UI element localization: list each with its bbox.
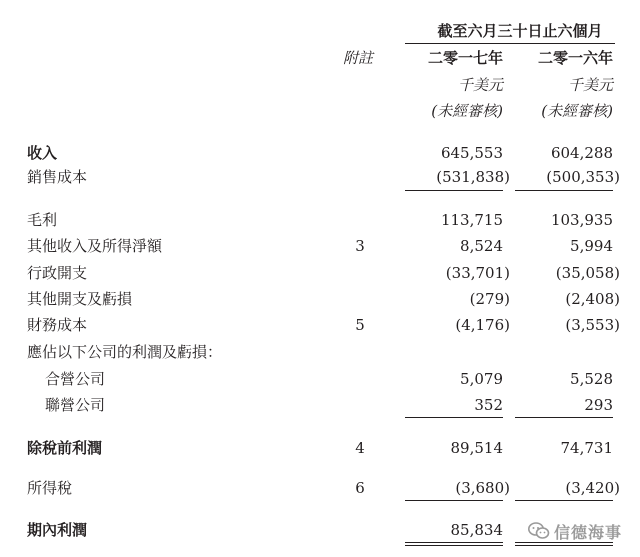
- row-label-revenue: 收入: [27, 144, 58, 162]
- value-2017-joint-ventures: 5,079: [460, 370, 503, 388]
- watermark: [528, 516, 632, 546]
- value-2017-gross-profit: 113,715: [440, 211, 503, 229]
- row-label-profit-for-period: 期內利潤: [27, 521, 88, 539]
- value-2016-gross-profit: 103,935: [550, 211, 613, 229]
- subtotal-rule-2017: [405, 190, 503, 191]
- value-2017-cost-of-sales: (531,838): [436, 168, 510, 186]
- audit-2017: (未經審核): [431, 102, 503, 120]
- value-2017-profit-before-tax: 89,514: [450, 439, 503, 457]
- row-label-joint-ventures: 合營公司: [45, 370, 106, 388]
- double-rule-2017-bottom: [405, 545, 503, 546]
- period-heading: 截至六月三十日止六個月: [437, 22, 603, 40]
- value-2016-admin-expenses: (35,058): [555, 264, 620, 282]
- watermark-text: 信德海事: [554, 522, 623, 542]
- row-label-other-expenses: 其他開支及虧損: [27, 290, 133, 308]
- value-2016-joint-ventures: 5,528: [570, 370, 613, 388]
- year-2017-heading: 二零一七年: [427, 49, 503, 67]
- year-2016-heading: 二零一六年: [537, 49, 613, 67]
- row-label-cost-of-sales: 銷售成本: [27, 168, 88, 186]
- value-2017-finance-costs: (4,176): [455, 316, 510, 334]
- row-label-admin-expenses: 行政開支: [27, 264, 88, 282]
- subtotal-rule-2016: [515, 500, 613, 501]
- subtotal-rule-2016: [515, 190, 613, 191]
- value-2017-other-income: 8,524: [460, 237, 503, 255]
- double-rule-2017-top: [405, 542, 503, 543]
- subtotal-rule-2017: [405, 500, 503, 501]
- value-2016-profit-before-tax: 74,731: [560, 439, 613, 457]
- value-2017-revenue: 645,553: [440, 144, 503, 162]
- audit-2016: (未經審核): [541, 102, 613, 120]
- note-other-income: 3: [355, 237, 365, 255]
- value-2016-associates: 293: [584, 396, 613, 414]
- subtotal-rule-2017: [405, 417, 503, 418]
- value-2016-cost-of-sales: (500,353): [546, 168, 620, 186]
- row-label-share-of-profits: 應佔以下公司的利潤及虧損：: [27, 343, 223, 361]
- unit-2017: 千美元: [457, 76, 503, 94]
- value-2016-other-income: 5,994: [570, 237, 613, 255]
- value-2016-income-tax: (3,420): [565, 479, 620, 497]
- row-label-income-tax: 所得稅: [27, 479, 73, 497]
- value-2016-revenue: 604,288: [550, 144, 613, 162]
- note-income-tax: 6: [355, 479, 365, 497]
- value-2016-other-expenses: (2,408): [565, 290, 620, 308]
- value-2016-finance-costs: (3,553): [565, 316, 620, 334]
- value-2017-other-expenses: (279): [469, 290, 510, 308]
- wechat-icon: [528, 522, 550, 540]
- header-rule-period: [405, 43, 615, 44]
- row-label-profit-before-tax: 除稅前利潤: [27, 439, 103, 457]
- note-profit-before-tax: 4: [355, 439, 365, 457]
- note-finance-costs: 5: [355, 316, 365, 334]
- row-label-associates: 聯營公司: [45, 396, 106, 414]
- value-2017-admin-expenses: (33,701): [445, 264, 510, 282]
- unit-2016: 千美元: [567, 76, 613, 94]
- note-column-heading: 附註: [342, 49, 373, 67]
- value-2017-profit-for-period: 85,834: [450, 521, 503, 539]
- value-2017-income-tax: (3,680): [455, 479, 510, 497]
- row-label-other-income: 其他收入及所得淨額: [27, 237, 163, 255]
- row-label-finance-costs: 財務成本: [27, 316, 88, 334]
- value-2017-associates: 352: [474, 396, 503, 414]
- subtotal-rule-2016: [515, 417, 613, 418]
- row-label-gross-profit: 毛利: [27, 211, 58, 229]
